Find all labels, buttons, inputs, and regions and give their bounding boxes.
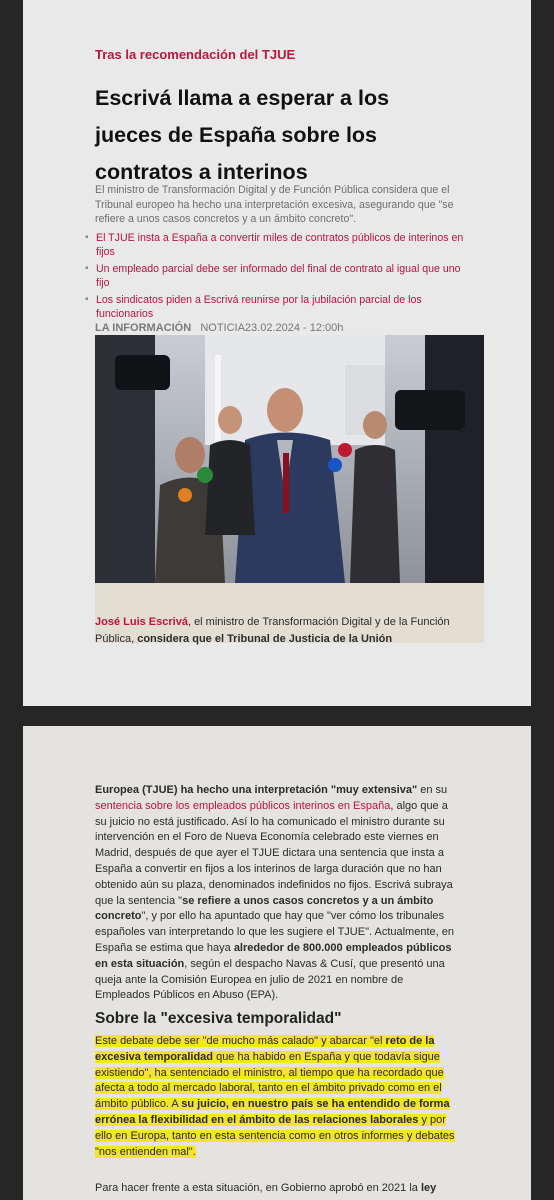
section-heading: Sobre la "excesiva temporalidad"	[95, 1010, 342, 1027]
source-name: LA INFORMACIÓN	[95, 322, 192, 334]
article-kicker: Tras la recomendación del TJUE	[95, 47, 296, 62]
article-paragraph-2: Europea (TJUE) ha hecho una interpretación "muy extensiva" en su sentencia sobre los empleados públicos interinos en España, algo que a su juicio no está justificado. Así lo ha comunicado el ministro durante su intervención en el Foro de Nueva Economía celebrado este viernes en Madrid, después de que ayer el TJUE dictara una sentencia que insta a España a convertir en fijos a los interinos de larga duración que no han obtenido aún su plaza, denominados indefinidos no fijos. Escrivá subraya que la sentencia "se refiere a unos casos concretos y a un ámbito concreto", y por ello ha apuntado que hay que "ver cómo los tribunales españoles van interpretando lo que les sugiere el TJUE". Actualmente, en España se estima que haya alrededor de 800.000 empleados públicos en esta situación, según el despacho Navas & Cusí, que presentó una queja ante la Comisión Europea en julio de 2021 en nombre de Empleados Públicos en Abuso (EPA).	[95, 784, 454, 1002]
related-link[interactable]: ▪ El TJUE insta a España a convertir miles de contratos públicos de interinos en fijos	[85, 232, 464, 258]
sentence-link[interactable]: sentencia sobre los empleados públicos interinos en España	[95, 799, 391, 812]
bullet-icon: ▪	[85, 294, 89, 305]
press-scrum-image	[95, 335, 484, 583]
article-lead: El ministro de Transformación Digital y de Función Pública considera que el Tribunal europeo ha hecho una interpretación excesiva, asegurando que "se refiere a unos casos concretos y a un ámbito concreto".	[95, 184, 454, 225]
dateline: NOTICIA23.02.2024 - 12:00h	[200, 322, 344, 334]
related-link[interactable]: ▪ Un empleado parcial debe ser informado del final de contrato al igual que uno fijo	[85, 263, 461, 289]
article-paragraph-1: José Luis Escrivá, el ministro de Transformación Digital y de la Función Pública, considera que el Tribunal de Justicia de la Unión	[95, 616, 450, 645]
bullet-icon: ▪	[85, 232, 89, 243]
article-title: Escrivá llama a esperar a los jueces de España sobre los contratos a interinos	[95, 86, 390, 184]
related-link[interactable]: ▪ Los sindicatos piden a Escrivá reunirse por la jubilación parcial de los funcionarios	[85, 294, 422, 320]
document-page-1	[23, 0, 531, 706]
person-name-link[interactable]: José Luis Escrivá	[95, 616, 188, 628]
highlighted-paragraph: Este debate debe ser "de mucho más calado" y abarcar "el reto de la excesiva temporalidad que ha habido en España y que todavía sigue existiendo", ha sentenciado el ministro, al tiempo que ha recordado que afecta a todo al mercado laboral, tanto en el ámbito privado como en el ámbito público. A su juicio, en nuestro país se ha entendido de forma errónea la flexibilidad en el ámbito de las relaciones laborales y por ello en Europa, tanto en esta sentencia como en otros informes y debates "nos entienden mal".	[95, 1035, 455, 1158]
article-paragraph-4: Para hacer frente a esta situación, en Gobierno aprobó en 2021 la ley	[95, 1182, 437, 1194]
bullet-icon: ▪	[85, 263, 89, 274]
related-links-list	[85, 232, 465, 325]
article-byline	[95, 322, 343, 334]
document-page-2	[23, 726, 531, 1200]
article-photo	[95, 335, 484, 583]
